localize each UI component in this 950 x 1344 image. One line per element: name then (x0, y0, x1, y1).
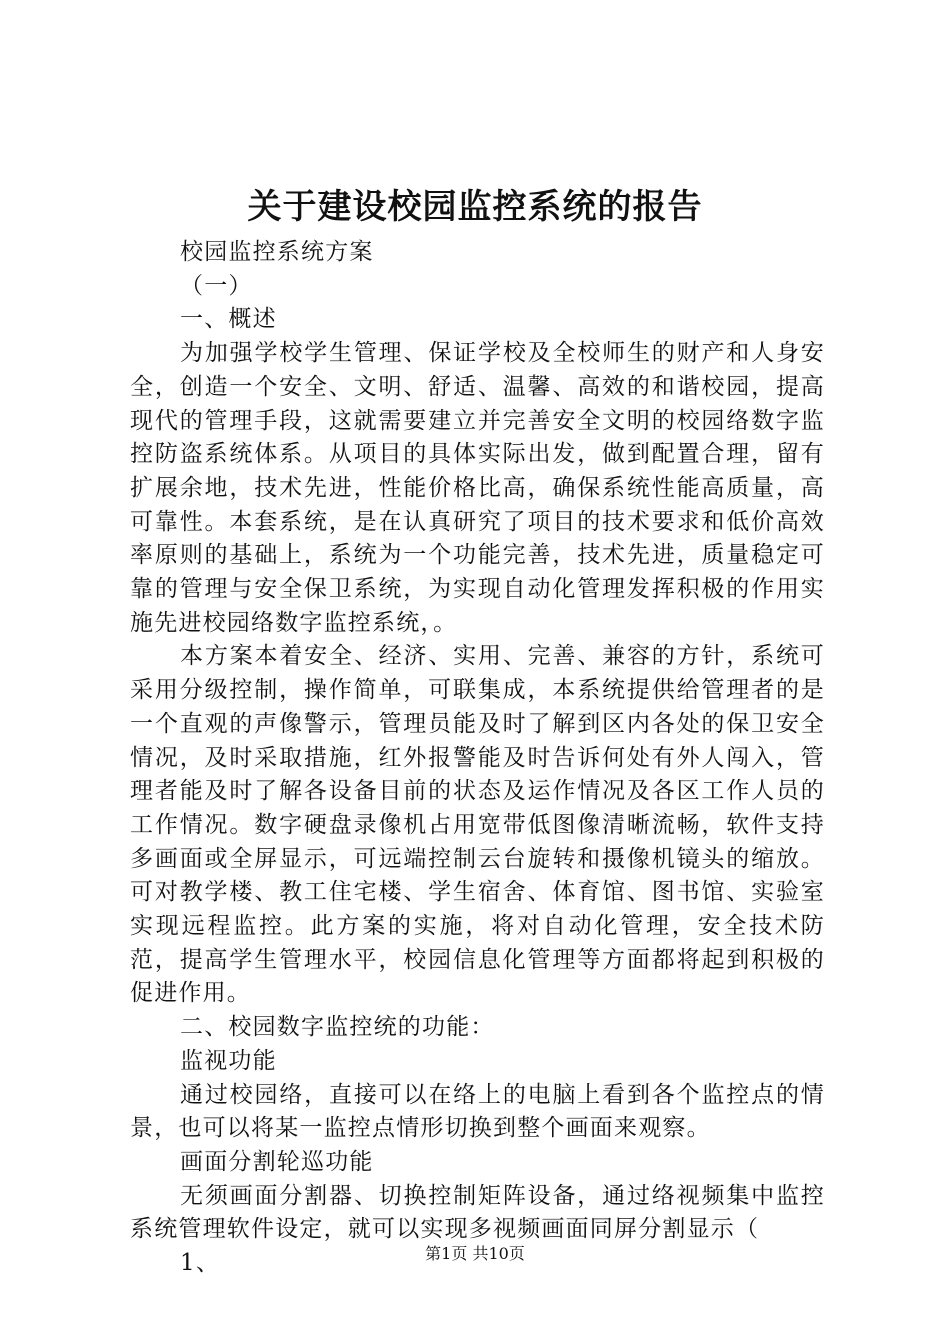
page-number: 第1页 (425, 1244, 468, 1263)
document-body (130, 236, 825, 1281)
plan-title-line: 校园监控系统方案 (180, 239, 374, 265)
page-footer (0, 1243, 950, 1265)
paragraph-overview: 为加强学校学生管理、保证学校及全校师生的财产和人身安全，创造一个安全、文明、舒适、温馨、高效的和谐校园，提高现代的管理手段，这就需要建立并完善安全文明的校园络数字监控防盗系统体系。从项目的具体实际出发，做到配置合理，留有扩展余地，技术先进，性能价格比高，确保系统性能高质量，高可靠性。本套系统，是在认真研究了项目的技术要求和低价高效率原则的基础上，系统为一个功能完善，技术先进，质量稳定可靠的管理与安全保卫系统，为实现自动化管理发挥积极的作用实施先进校园络数字监控系统，。 (130, 340, 825, 636)
paragraph-split-screen: 无须画面分割器、切换控制矩阵设备，通过络视频集中监控系统管理软件设定，就可以实现多视频画面同屏分割显示（ (130, 1182, 825, 1243)
paragraph-monitoring: 通过校园络，直接可以在络上的电脑上看到各个监控点的情景，也可以将某一监控点情形切换到整个画面来观察。 (130, 1081, 825, 1142)
page-total: 共10页 (472, 1244, 525, 1263)
section-number-line: （一） (180, 272, 253, 299)
subheading-monitoring: 监视功能 (180, 1047, 277, 1074)
section-heading-functions: 二、校园数字监控统的功能： (180, 1014, 495, 1041)
subheading-split-screen: 画面分割轮巡功能 (180, 1148, 374, 1175)
section-heading-overview: 一、概述 (180, 306, 277, 333)
list-item-start: 1、 (180, 1250, 221, 1277)
document-title: 关于建设校园监控系统的报告 (247, 187, 703, 227)
paragraph-approach: 本方案本着安全、经济、实用、完善、兼容的方针，系统可采用分级控制，操作简单，可联集成，本系统提供给管理者的是一个直观的声像警示，管理员能及时了解到区内各处的保卫安全情况，及时采取措施，红外报警能及时告诉何处有外人闯入，管理者能及时了解各设备目前的状态及运作情况及各区工作人员的工作情况。数字硬盘录像机占用宽带低图像清晰流畅，软件支持多画面或全屏显示，可远端控制云台旋转和摄像机镜头的缩放。可对教学楼、教工住宅楼、学生宿舍、体育馆、图书馆、实验室实现远程监控。此方案的实施，将对自动化管理，安全技术防范，提高学生管理水平，校园信息化管理等方面都将起到积极的促进作用。 (130, 643, 825, 1007)
